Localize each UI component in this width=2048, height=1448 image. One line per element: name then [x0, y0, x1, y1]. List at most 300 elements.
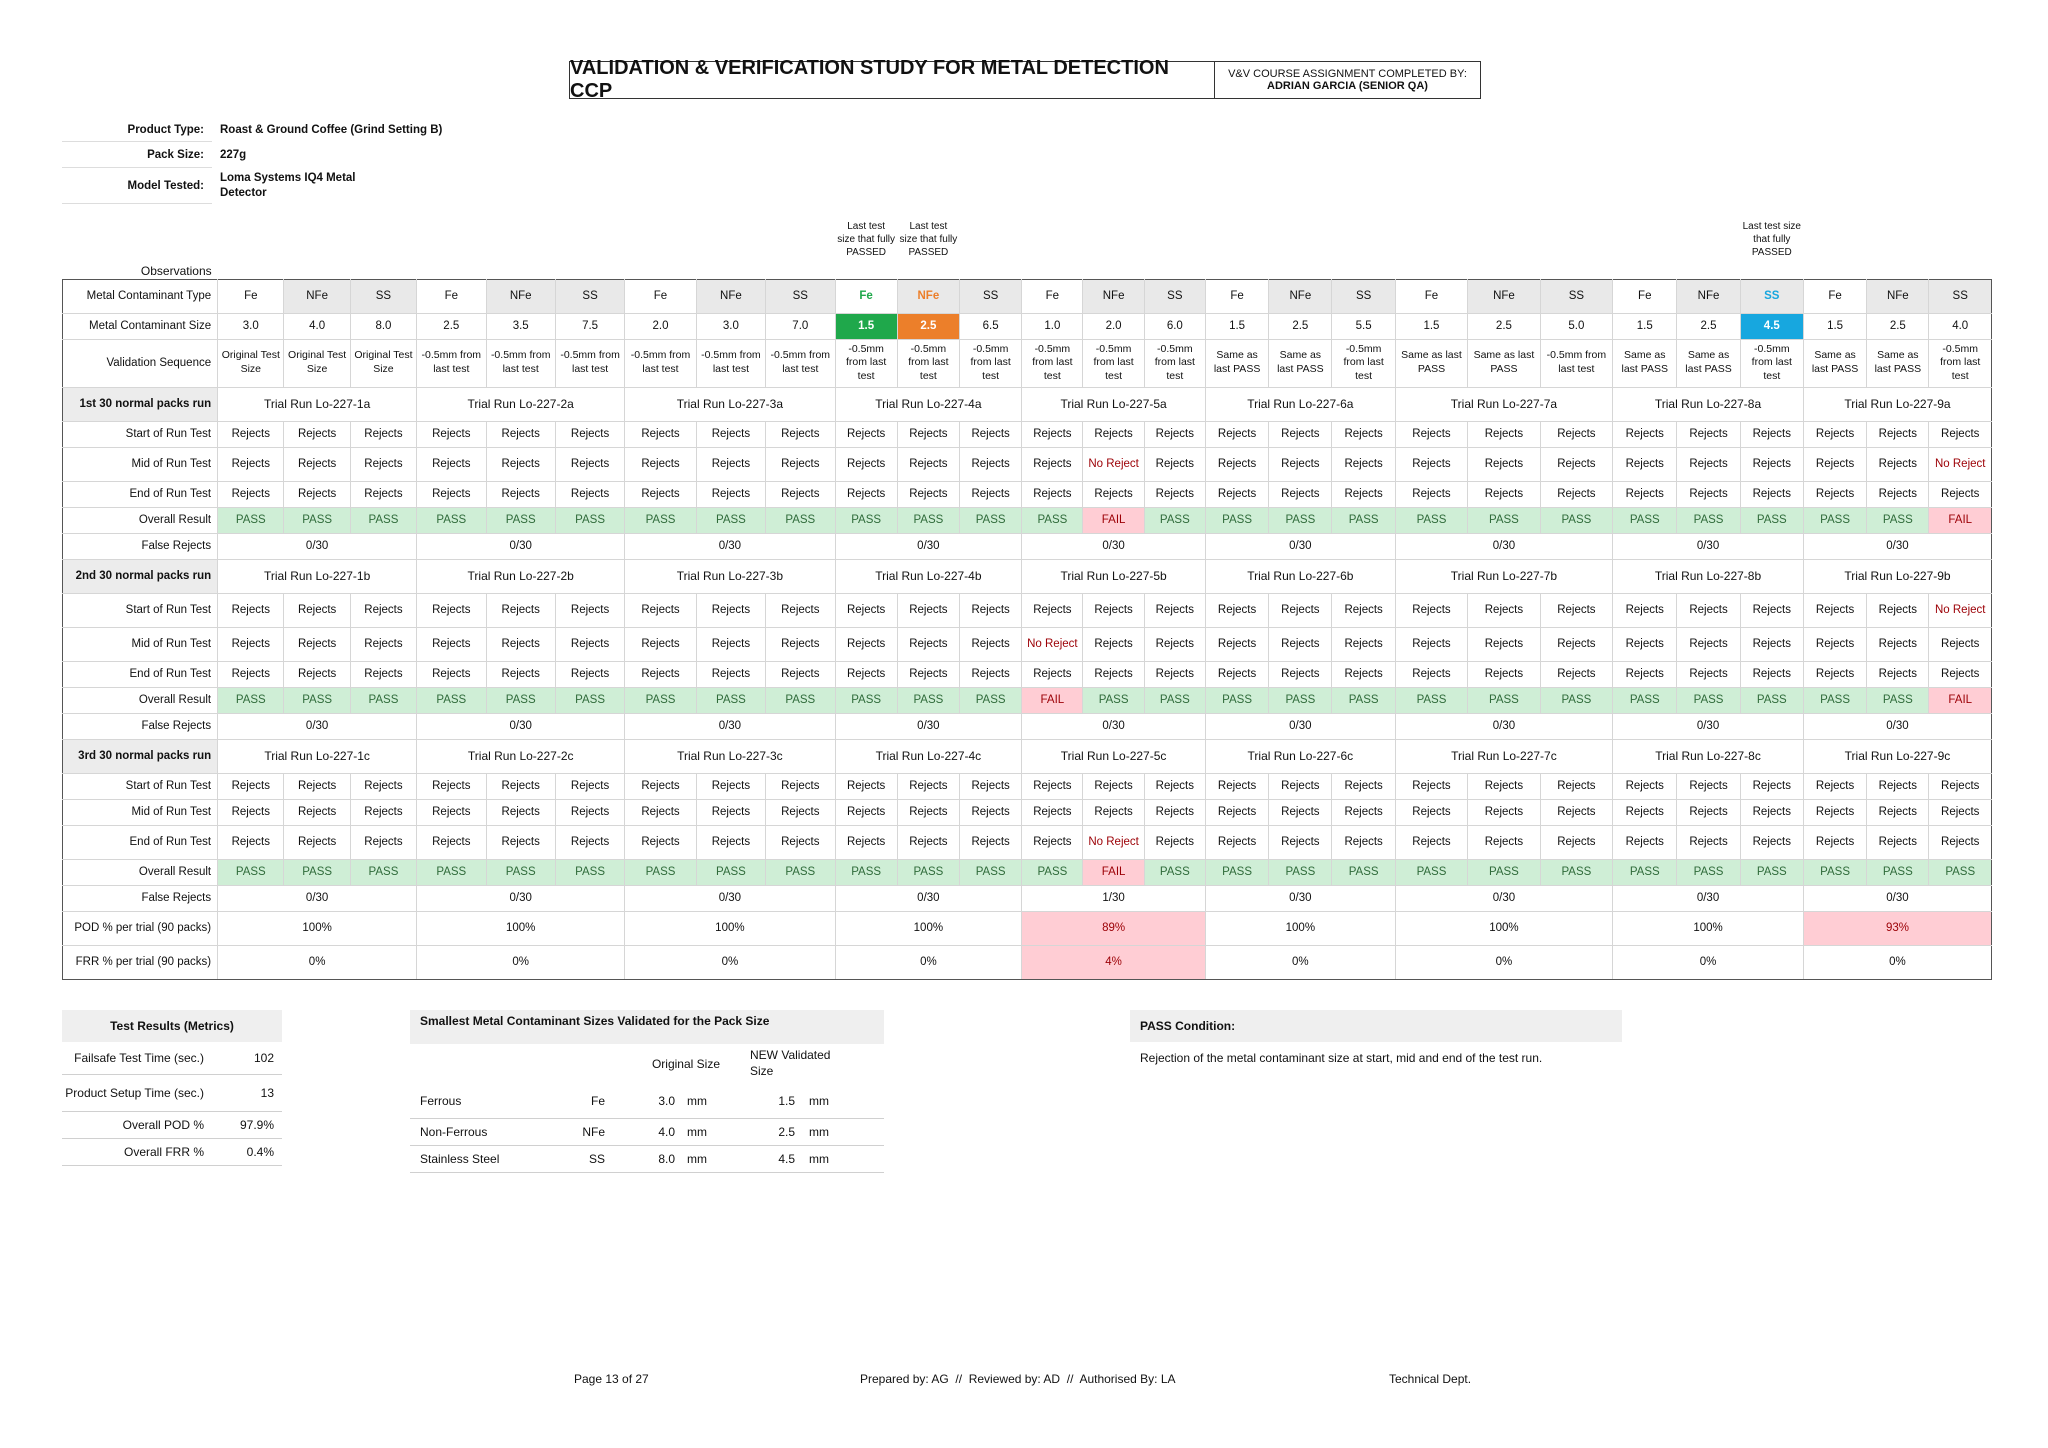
- observations-spacer: [1205, 259, 1268, 279]
- overall-result-cell: PASS: [555, 507, 624, 533]
- false-rejects-label: False Rejects: [63, 533, 218, 559]
- contaminant-type-label: Metal Contaminant Type: [63, 279, 218, 313]
- test-result-cell: Rejects: [350, 593, 416, 627]
- test-result-cell: Rejects: [1677, 825, 1740, 859]
- overall-result-cell: PASS: [835, 859, 897, 885]
- trial-header-row: [63, 387, 1992, 421]
- validation-grid: [62, 220, 1992, 985]
- observations-spacer: [555, 259, 624, 279]
- test-result-cell: Rejects: [897, 421, 959, 447]
- trial-run-name: Trial Run Lo-227-1c: [218, 739, 417, 773]
- false-rejects-cell: 0/30: [218, 713, 417, 739]
- test-result-cell: Rejects: [486, 825, 555, 859]
- overall-result-label: Overall Result: [63, 859, 218, 885]
- observations-spacer: [1677, 259, 1740, 279]
- test-result-cell: Rejects: [1022, 447, 1083, 481]
- column-note: [1540, 220, 1612, 259]
- test-result-cell: Rejects: [835, 481, 897, 507]
- size-metal-code: Fe: [590, 1094, 605, 1108]
- observations-spacer: [1144, 259, 1205, 279]
- false-rejects-cell: 0/30: [835, 885, 1022, 911]
- pass-condition-title: PASS Condition:: [1130, 1010, 1622, 1042]
- test-result-cell: Rejects: [486, 773, 555, 799]
- start-test-label: Start of Run Test: [63, 421, 218, 447]
- false-rejects-cell: 0/30: [1613, 885, 1804, 911]
- test-result-cell: Rejects: [1803, 773, 1866, 799]
- test-result-cell: Rejects: [1867, 773, 1929, 799]
- test-result-cell: Rejects: [1677, 661, 1740, 687]
- test-result-cell: Rejects: [1740, 481, 1803, 507]
- false-rejects-cell: 0/30: [1022, 533, 1206, 559]
- false-rejects-cell: 0/30: [1205, 713, 1395, 739]
- footer-signoff: Prepared by: AG // Reviewed by: AD // Authorised By: LA: [860, 1372, 1176, 1386]
- test-result-cell: Rejects: [835, 773, 897, 799]
- test-result-cell: Rejects: [1468, 825, 1540, 859]
- observations-spacer: [1740, 259, 1803, 279]
- test-result-cell: Rejects: [960, 627, 1022, 661]
- test-result-cell: Rejects: [625, 799, 696, 825]
- overall-result-cell: PASS: [350, 687, 416, 713]
- trial-run-name: Trial Run Lo-227-4b: [835, 559, 1022, 593]
- test-result-cell: Rejects: [1083, 799, 1144, 825]
- test-result-cell: Rejects: [1803, 447, 1866, 481]
- test-result-cell: Rejects: [625, 627, 696, 661]
- size-metal-code: SS: [588, 1152, 605, 1166]
- test-result-cell: Rejects: [1269, 593, 1332, 627]
- overall-result-cell: PASS: [766, 507, 835, 533]
- observations-spacer: [1332, 259, 1395, 279]
- test-result-cell: Rejects: [1803, 825, 1866, 859]
- frr-label: FRR % per trial (90 packs): [63, 945, 218, 979]
- test-result-cell: Rejects: [1205, 661, 1268, 687]
- contaminant-size-cell: 1.5: [1395, 313, 1467, 339]
- test-result-cell: Rejects: [417, 481, 486, 507]
- test-result-cell: Rejects: [1677, 773, 1740, 799]
- test-result-cell: Rejects: [766, 799, 835, 825]
- test-result-cell: Rejects: [350, 447, 416, 481]
- trial-run-name: Trial Run Lo-227-5c: [1022, 739, 1206, 773]
- test-result-cell: Rejects: [218, 593, 284, 627]
- column-note: [1022, 220, 1083, 259]
- size-metal-name: Stainless Steel: [420, 1152, 500, 1166]
- trial-run-name: Trial Run Lo-227-3c: [625, 739, 835, 773]
- overall-result-cell: PASS: [1468, 687, 1540, 713]
- test-result-cell: Rejects: [1269, 773, 1332, 799]
- false-rejects-row: [63, 713, 1992, 739]
- validation-sequence-cell: Same as last PASS: [1468, 339, 1540, 387]
- false-rejects-row: [63, 885, 1992, 911]
- frr-cell: 0%: [218, 945, 417, 979]
- overall-result-cell: FAIL: [1083, 859, 1144, 885]
- test-result-cell: Rejects: [1332, 799, 1395, 825]
- overall-result-cell: PASS: [1022, 507, 1083, 533]
- overall-result-row: [63, 859, 1992, 885]
- size-unit: mm: [687, 1094, 707, 1108]
- false-rejects-cell: 0/30: [625, 885, 835, 911]
- end-test-label: End of Run Test: [63, 481, 218, 507]
- validation-sequence-row: [63, 339, 1992, 387]
- test-result-cell: Rejects: [1205, 593, 1268, 627]
- test-result-cell: Rejects: [417, 825, 486, 859]
- test-result-cell: Rejects: [1395, 421, 1467, 447]
- size-original: 3.0: [658, 1094, 675, 1108]
- frr-cell: 0%: [625, 945, 835, 979]
- trial-run-name: Trial Run Lo-227-9a: [1803, 387, 1991, 421]
- overall-result-cell: PASS: [1205, 859, 1268, 885]
- test-result-cell: Rejects: [1269, 447, 1332, 481]
- test-result-cell: Rejects: [1929, 421, 1992, 447]
- trial-run-name: Trial Run Lo-227-2c: [417, 739, 625, 773]
- size-original: 4.0: [658, 1125, 675, 1139]
- test-result-cell: Rejects: [1540, 773, 1612, 799]
- test-result-cell: Rejects: [1803, 799, 1866, 825]
- test-result-cell: Rejects: [1929, 627, 1992, 661]
- size-new: 1.5: [778, 1094, 795, 1108]
- test-result-cell: Rejects: [1022, 421, 1083, 447]
- validation-sequence-label: Validation Sequence: [63, 339, 218, 387]
- test-result-cell: Rejects: [350, 481, 416, 507]
- overall-result-cell: PASS: [625, 859, 696, 885]
- test-result-cell: Rejects: [350, 825, 416, 859]
- overall-result-cell: PASS: [1395, 859, 1467, 885]
- column-note: [1468, 220, 1540, 259]
- overall-result-cell: PASS: [625, 507, 696, 533]
- contaminant-type-cell: NFe: [1269, 279, 1332, 313]
- test-result-cell: Rejects: [486, 627, 555, 661]
- false-rejects-label: False Rejects: [63, 713, 218, 739]
- trial-run-name: Trial Run Lo-227-7b: [1395, 559, 1612, 593]
- observations-spacer: [1083, 259, 1144, 279]
- test-result-cell: Rejects: [1468, 481, 1540, 507]
- test-result-cell: Rejects: [1144, 481, 1205, 507]
- validation-sequence-cell: Same as last PASS: [1677, 339, 1740, 387]
- false-rejects-cell: 0/30: [835, 533, 1022, 559]
- observations-spacer: [486, 259, 555, 279]
- observations-spacer: [1929, 259, 1992, 279]
- validation-sequence-cell: Same as last PASS: [1395, 339, 1467, 387]
- validation-sequence-cell: -0.5mm from last test: [625, 339, 696, 387]
- overall-result-cell: PASS: [486, 507, 555, 533]
- test-result-cell: Rejects: [1144, 627, 1205, 661]
- observations-spacer: [1803, 259, 1866, 279]
- test-result-cell: Rejects: [897, 481, 959, 507]
- metric-label: Failsafe Test Time (sec.): [74, 1051, 204, 1065]
- test-result-cell: Rejects: [1740, 773, 1803, 799]
- size-unit: mm: [687, 1125, 707, 1139]
- validation-sequence-cell: Same as last PASS: [1205, 339, 1268, 387]
- contaminant-size-cell: 1.5: [1803, 313, 1866, 339]
- test-result-cell: Rejects: [1022, 773, 1083, 799]
- column-note: [284, 220, 350, 259]
- false-rejects-cell: 0/30: [1395, 533, 1612, 559]
- test-result-cell: Rejects: [835, 593, 897, 627]
- test-result-cell: Rejects: [960, 421, 1022, 447]
- overall-result-label: Overall Result: [63, 687, 218, 713]
- completed-by-box: [1215, 62, 1480, 98]
- overall-result-cell: PASS: [1613, 507, 1677, 533]
- test-result-cell: Rejects: [1395, 627, 1467, 661]
- column-note: [1677, 220, 1740, 259]
- frr-row: [63, 945, 1992, 979]
- test-result-cell: No Reject: [1929, 593, 1992, 627]
- trial-header-row: [63, 739, 1992, 773]
- false-rejects-cell: 0/30: [625, 533, 835, 559]
- overall-result-cell: PASS: [350, 507, 416, 533]
- test-result-cell: Rejects: [696, 593, 765, 627]
- test-result-cell: Rejects: [1540, 447, 1612, 481]
- test-result-cell: Rejects: [835, 627, 897, 661]
- mid-test-row: [63, 447, 1992, 481]
- test-result-cell: Rejects: [1929, 773, 1992, 799]
- overall-result-cell: PASS: [486, 859, 555, 885]
- test-result-cell: Rejects: [218, 773, 284, 799]
- footer-page-number: Page 13 of 27: [574, 1372, 649, 1386]
- test-result-cell: Rejects: [284, 773, 350, 799]
- metric-row: [62, 1075, 282, 1112]
- mid-test-label: Mid of Run Test: [63, 447, 218, 481]
- contaminant-type-cell: SS: [960, 279, 1022, 313]
- metric-row: [62, 1139, 282, 1166]
- validation-sequence-cell: -0.5mm from last test: [1022, 339, 1083, 387]
- size-new: 4.5: [778, 1152, 795, 1166]
- trial-run-name: Trial Run Lo-227-7a: [1395, 387, 1612, 421]
- end-test-label: End of Run Test: [63, 825, 218, 859]
- overall-result-cell: PASS: [1740, 687, 1803, 713]
- test-result-cell: Rejects: [350, 661, 416, 687]
- validation-sequence-cell: -0.5mm from last test: [417, 339, 486, 387]
- test-result-cell: Rejects: [350, 627, 416, 661]
- false-rejects-cell: 0/30: [1803, 885, 1991, 911]
- trial-run-name: Trial Run Lo-227-1a: [218, 387, 417, 421]
- overall-result-cell: PASS: [555, 687, 624, 713]
- false-rejects-cell: 0/30: [1613, 533, 1804, 559]
- overall-result-cell: PASS: [1395, 507, 1467, 533]
- observations-spacer: [1395, 259, 1467, 279]
- column-note: [1269, 220, 1332, 259]
- contaminant-size-cell: 4.0: [1929, 313, 1992, 339]
- frr-cell: 0%: [1613, 945, 1804, 979]
- test-result-cell: Rejects: [960, 593, 1022, 627]
- test-result-cell: Rejects: [218, 481, 284, 507]
- contaminant-size-cell: 2.0: [625, 313, 696, 339]
- test-result-cell: Rejects: [555, 421, 624, 447]
- end-test-row: [63, 825, 1992, 859]
- test-result-cell: Rejects: [1205, 627, 1268, 661]
- contaminant-size-row: [63, 313, 1992, 339]
- test-result-cell: Rejects: [284, 825, 350, 859]
- frr-cell: 0%: [417, 945, 625, 979]
- contaminant-type-cell: NFe: [1677, 279, 1740, 313]
- run-section-label: 2nd 30 normal packs run: [63, 559, 218, 593]
- trial-run-name: Trial Run Lo-227-4c: [835, 739, 1022, 773]
- validation-sequence-cell: -0.5mm from last test: [1144, 339, 1205, 387]
- column-note: [1144, 220, 1205, 259]
- frr-cell: 4%: [1022, 945, 1206, 979]
- trial-run-name: Trial Run Lo-227-5b: [1022, 559, 1206, 593]
- pod-cell: 100%: [835, 911, 1022, 945]
- column-note: Last test size that fully PASSED: [899, 221, 958, 258]
- overall-result-cell: PASS: [897, 507, 959, 533]
- overall-result-cell: PASS: [1332, 507, 1395, 533]
- test-result-cell: Rejects: [1803, 593, 1866, 627]
- contaminant-size-cell: 1.5: [1613, 313, 1677, 339]
- test-result-cell: Rejects: [1740, 627, 1803, 661]
- false-rejects-cell: 1/30: [1022, 885, 1206, 911]
- test-result-cell: Rejects: [1740, 421, 1803, 447]
- column-note: [1867, 220, 1929, 259]
- test-result-cell: Rejects: [1540, 661, 1612, 687]
- pod-cell: 93%: [1803, 911, 1991, 945]
- test-result-cell: Rejects: [486, 661, 555, 687]
- false-rejects-cell: 0/30: [218, 885, 417, 911]
- validation-sequence-cell: -0.5mm from last test: [766, 339, 835, 387]
- test-result-cell: Rejects: [1395, 825, 1467, 859]
- test-result-cell: Rejects: [766, 661, 835, 687]
- test-result-cell: Rejects: [1867, 593, 1929, 627]
- test-result-cell: Rejects: [1677, 481, 1740, 507]
- contaminant-size-cell: 1.0: [1022, 313, 1083, 339]
- contaminant-size-cell: 2.5: [1269, 313, 1332, 339]
- overall-result-cell: PASS: [1540, 687, 1612, 713]
- end-test-row: [63, 481, 1992, 507]
- pass-condition: [1130, 1010, 1622, 1075]
- test-result-cell: Rejects: [350, 421, 416, 447]
- test-result-cell: Rejects: [417, 661, 486, 687]
- test-result-cell: Rejects: [1083, 661, 1144, 687]
- overall-result-label: Overall Result: [63, 507, 218, 533]
- contaminant-size-cell: 4.0: [284, 313, 350, 339]
- overall-result-cell: PASS: [1332, 859, 1395, 885]
- validation-sequence-cell: -0.5mm from last test: [696, 339, 765, 387]
- validation-sequence-cell: -0.5mm from last test: [960, 339, 1022, 387]
- overall-result-cell: FAIL: [1022, 687, 1083, 713]
- trial-run-name: Trial Run Lo-227-3b: [625, 559, 835, 593]
- start-test-row: [63, 593, 1992, 627]
- smallest-sizes-title: Smallest Metal Contaminant Sizes Validated for the Pack Size: [410, 1010, 884, 1044]
- contaminant-type-cell: Fe: [1613, 279, 1677, 313]
- test-result-cell: Rejects: [1468, 447, 1540, 481]
- validation-sequence-cell: -0.5mm from last test: [486, 339, 555, 387]
- test-result-cell: Rejects: [555, 661, 624, 687]
- overall-result-cell: PASS: [218, 687, 284, 713]
- test-result-cell: Rejects: [766, 773, 835, 799]
- overall-result-cell: PASS: [1867, 687, 1929, 713]
- size-unit: mm: [809, 1125, 829, 1139]
- overall-result-cell: PASS: [897, 859, 959, 885]
- observations-spacer: [1468, 259, 1540, 279]
- test-result-cell: Rejects: [766, 447, 835, 481]
- test-result-cell: Rejects: [696, 481, 765, 507]
- overall-result-cell: PASS: [1083, 687, 1144, 713]
- trial-run-name: Trial Run Lo-227-9b: [1803, 559, 1991, 593]
- test-result-cell: Rejects: [218, 661, 284, 687]
- test-result-cell: Rejects: [555, 593, 624, 627]
- size-row: [410, 1119, 884, 1146]
- test-result-cell: Rejects: [1144, 825, 1205, 859]
- test-result-cell: Rejects: [486, 593, 555, 627]
- overall-result-cell: PASS: [1468, 507, 1540, 533]
- test-result-cell: Rejects: [1867, 825, 1929, 859]
- false-rejects-cell: 0/30: [1395, 713, 1612, 739]
- trial-run-name: Trial Run Lo-227-9c: [1803, 739, 1991, 773]
- test-result-cell: Rejects: [1677, 627, 1740, 661]
- test-result-cell: Rejects: [1803, 661, 1866, 687]
- trial-run-name: Trial Run Lo-227-3a: [625, 387, 835, 421]
- test-result-cell: Rejects: [284, 799, 350, 825]
- contaminant-size-cell: 2.5: [897, 313, 959, 339]
- contaminant-size-cell: 8.0: [350, 313, 416, 339]
- size-row: [410, 1146, 884, 1173]
- overall-result-cell: PASS: [1332, 687, 1395, 713]
- trial-run-name: Trial Run Lo-227-6a: [1205, 387, 1395, 421]
- mid-test-row: [63, 799, 1992, 825]
- pass-condition-text: Rejection of the metal contaminant size at start, mid and end of the test run.: [1140, 1051, 1543, 1065]
- column-note: [350, 220, 416, 259]
- contaminant-size-cell: 2.5: [1468, 313, 1540, 339]
- contaminant-size-cell: 2.0: [1083, 313, 1144, 339]
- test-result-cell: Rejects: [897, 627, 959, 661]
- trial-run-name: Trial Run Lo-227-2a: [417, 387, 625, 421]
- test-result-cell: Rejects: [1468, 773, 1540, 799]
- validation-sequence-cell: Same as last PASS: [1803, 339, 1866, 387]
- test-result-cell: Rejects: [897, 799, 959, 825]
- test-result-cell: Rejects: [835, 421, 897, 447]
- completed-by-label: V&V COURSE ASSIGNMENT COMPLETED BY:: [1228, 68, 1467, 80]
- contaminant-type-cell: SS: [1332, 279, 1395, 313]
- test-result-cell: Rejects: [417, 627, 486, 661]
- test-result-cell: Rejects: [1677, 421, 1740, 447]
- false-rejects-label: False Rejects: [63, 885, 218, 911]
- test-result-cell: Rejects: [284, 421, 350, 447]
- test-result-cell: Rejects: [284, 593, 350, 627]
- overall-result-cell: PASS: [1540, 859, 1612, 885]
- overall-result-cell: PASS: [960, 687, 1022, 713]
- size-metal-code: NFe: [582, 1125, 605, 1139]
- test-result-cell: Rejects: [1867, 627, 1929, 661]
- test-result-cell: Rejects: [1740, 825, 1803, 859]
- column-note: [1332, 220, 1395, 259]
- test-result-cell: Rejects: [766, 627, 835, 661]
- test-result-cell: Rejects: [486, 421, 555, 447]
- contaminant-size-cell: 7.0: [766, 313, 835, 339]
- test-result-cell: Rejects: [486, 799, 555, 825]
- test-result-cell: No Reject: [1022, 627, 1083, 661]
- validation-sequence-cell: -0.5mm from last test: [897, 339, 959, 387]
- test-result-cell: Rejects: [1395, 799, 1467, 825]
- test-result-cell: Rejects: [1269, 481, 1332, 507]
- test-result-cell: Rejects: [1083, 627, 1144, 661]
- run-section-label: 3rd 30 normal packs run: [63, 739, 218, 773]
- test-result-cell: Rejects: [960, 447, 1022, 481]
- test-result-cell: Rejects: [625, 447, 696, 481]
- overall-result-cell: PASS: [897, 687, 959, 713]
- overall-result-cell: PASS: [1677, 687, 1740, 713]
- test-result-cell: Rejects: [696, 799, 765, 825]
- test-result-cell: Rejects: [960, 825, 1022, 859]
- contaminant-size-cell: 2.5: [1677, 313, 1740, 339]
- model-tested-label: Model Tested:: [62, 168, 212, 204]
- frr-cell: 0%: [835, 945, 1022, 979]
- test-result-cell: Rejects: [555, 799, 624, 825]
- observations-spacer: [835, 259, 897, 279]
- pack-size-label: Pack Size:: [62, 142, 212, 168]
- overall-result-cell: PASS: [1867, 859, 1929, 885]
- metric-value: 0.4%: [246, 1145, 274, 1159]
- test-result-cell: Rejects: [1929, 825, 1992, 859]
- overall-result-cell: PASS: [1613, 687, 1677, 713]
- test-result-cell: Rejects: [1613, 627, 1677, 661]
- test-result-cell: Rejects: [284, 447, 350, 481]
